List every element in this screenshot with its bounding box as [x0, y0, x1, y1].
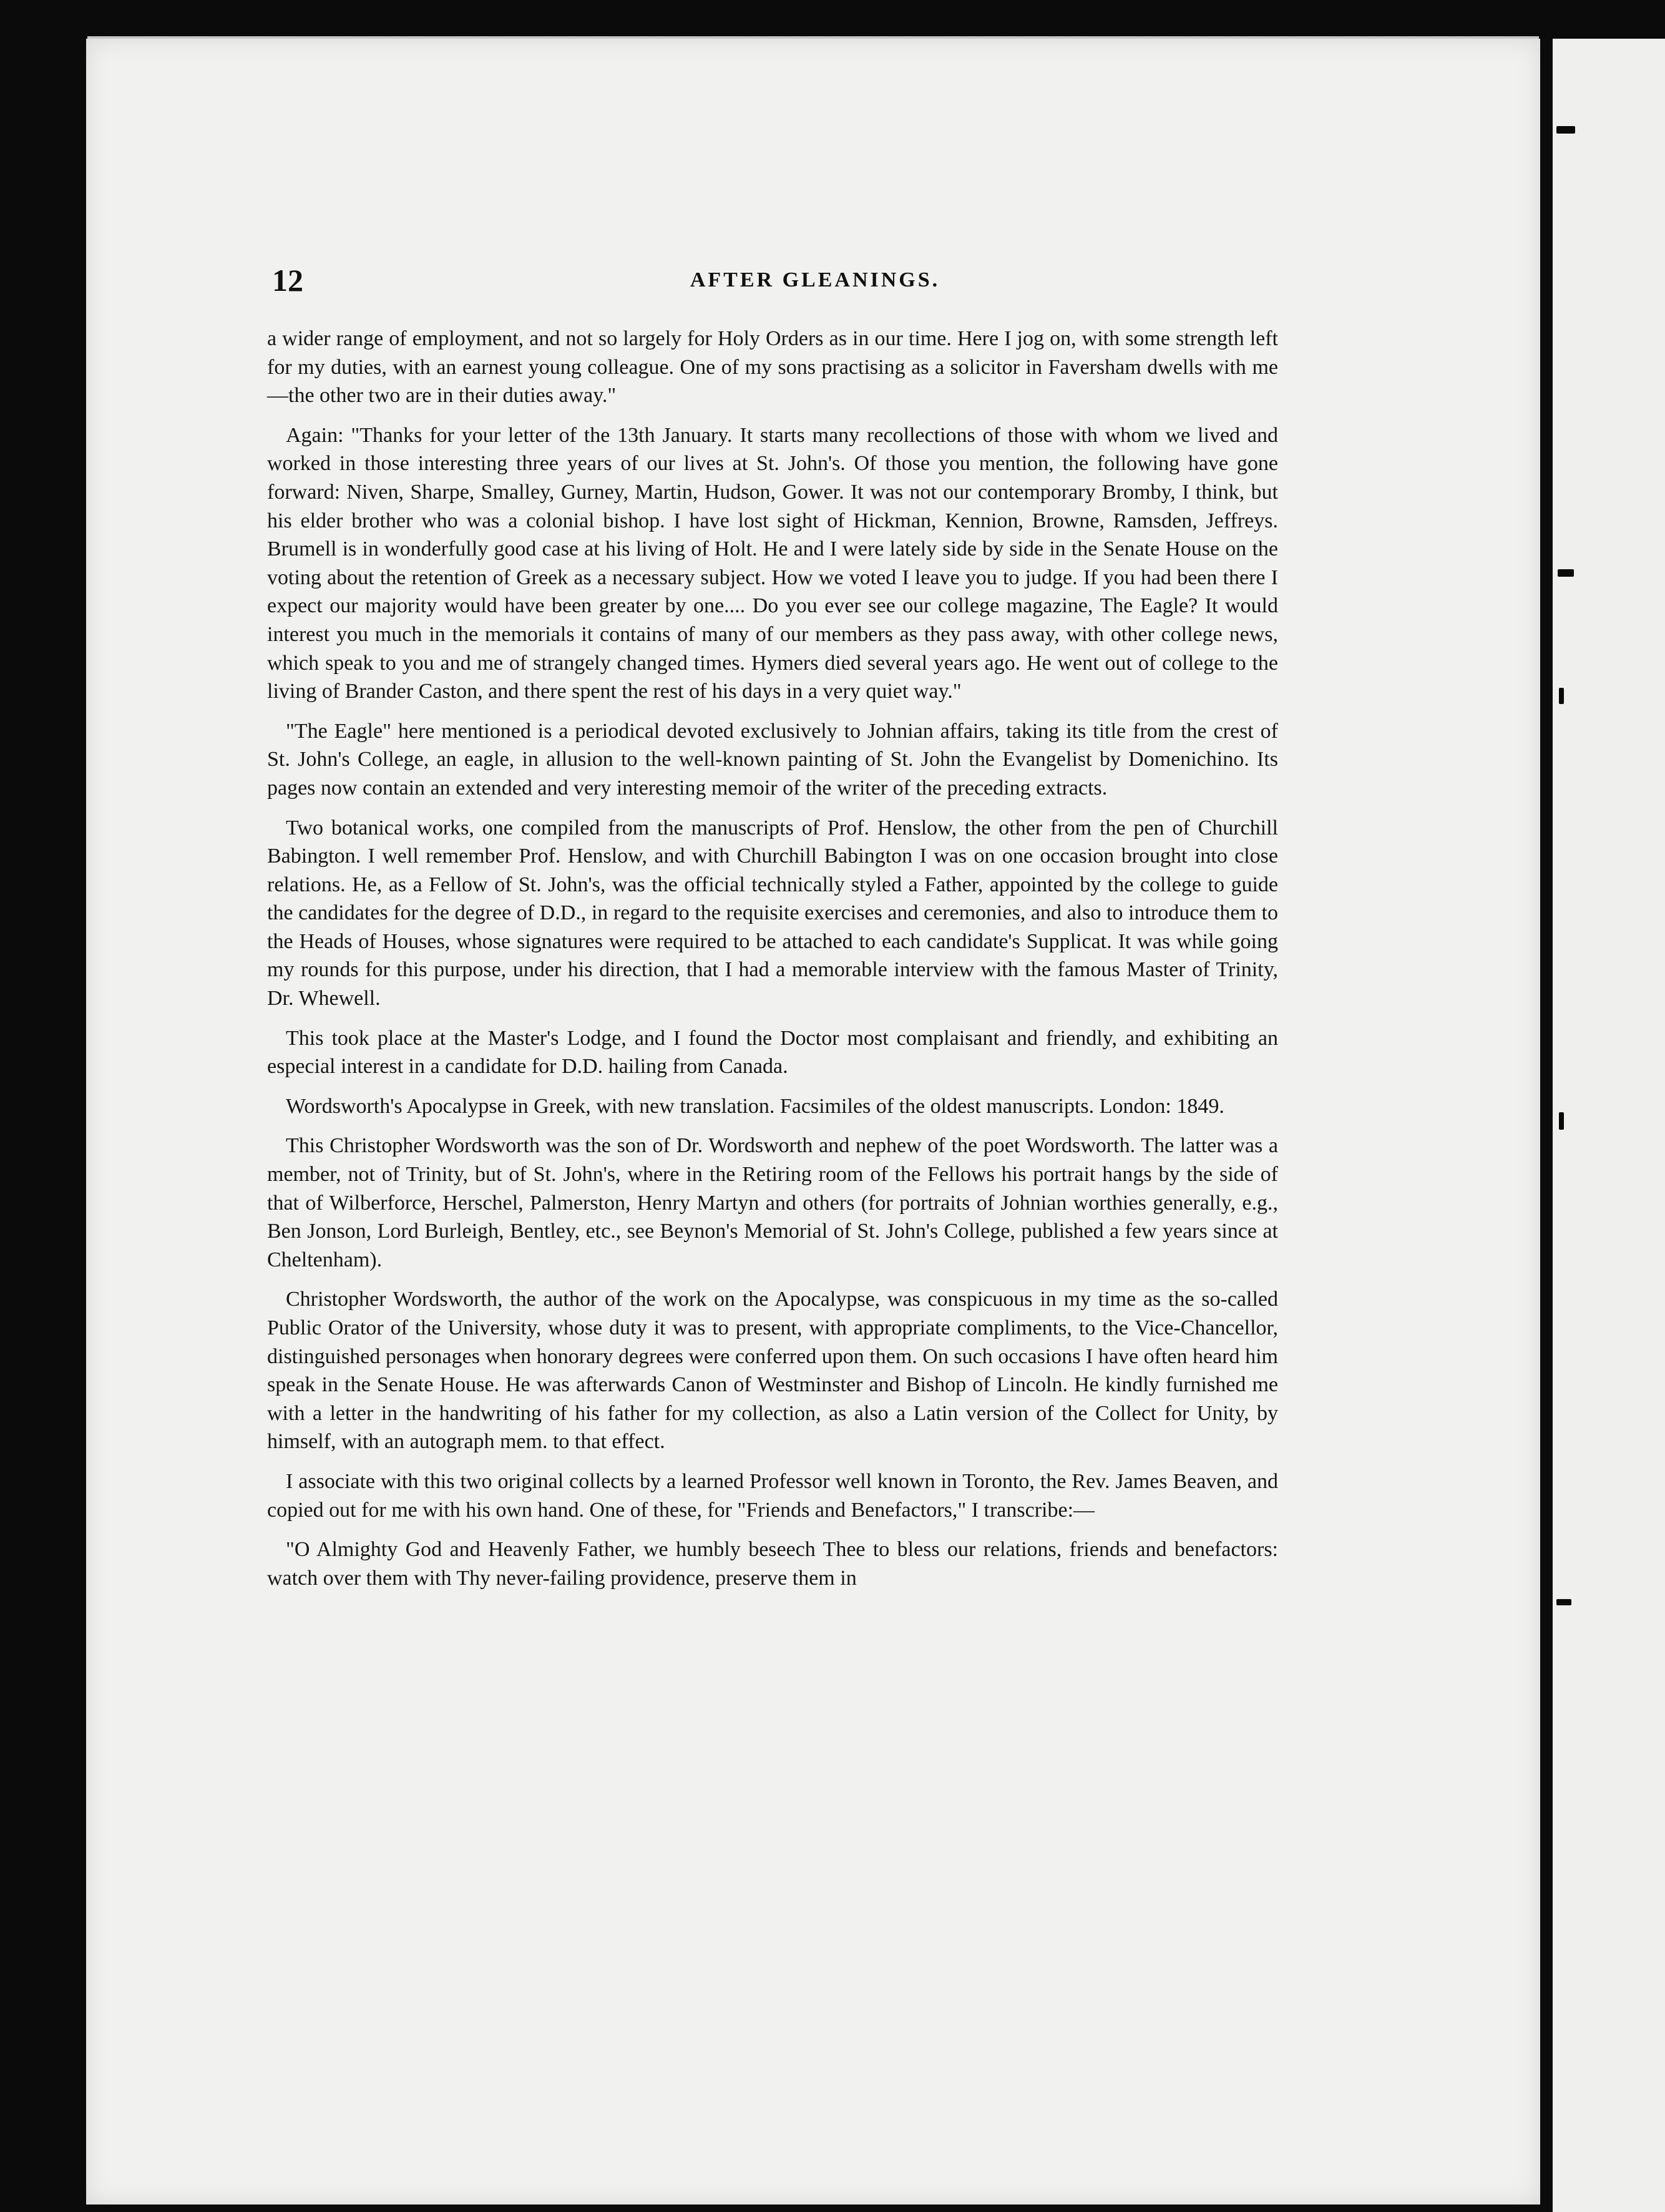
paragraph: Wordsworth's Apocalypse in Greek, with new translation. Facsimiles of the oldest manuscripts. London: 1849. [286, 1094, 1224, 1118]
paragraph: Again: "Thanks for your letter of the 13th January. It starts many recollections of those with whom we lived and worked in those interesting three years of our lives at St. John's. Of those you mention, the following have gone forward: Niven, Sharpe, Smalley, Gurney, Martin, Hudson, Gower. It was not our contemporary Bromby, I think, but his elder brother who was a colonial bishop. I have lost sight of Hickman, Kennion, Browne, Ramsden, Jeffreys. Brumell is in wonderfully good case at his living of Holt. He and I were lately side by side in the Senate House on the voting about the retention of Greek as a necessary subject. How we voted I leave you to judge. If you had been there I expect our majority would have been greater by one.... Do you ever see our college magazine, The Eagle? It would interest you much in the memorials it contains of many of our members as they pass away, with other college news, which speak to you and me of strangely changed times. Hymers died several years ago. He went out of college to the living of Brander Caston, and there spent the rest of his days in a very quiet way." [267, 423, 1278, 703]
adjacent-page-edge [1553, 39, 1665, 2212]
paragraph: a wider range of employment, and not so largely for Holy Orders as in our time. Here I jog on, with some strength left for my duties, with an earnest young colleague. One of my sons practising as a solicitor in Faversham dwells with me—the other two are in their duties away." [267, 327, 1278, 408]
paragraph: This Christopher Wordsworth was the son of Dr. Wordsworth and nephew of the poet Wordsworth. The latter was a member, not of Trinity, but of St. John's, where in the Retiring room of the Fellows his portrait hangs by the side of that of Wilberforce, Herschel, Palmerston, Henry Martyn and others (for portraits of Johnian worthies generally, e.g., Ben Jonson, Lord Burleigh, Bentley, etc., see Beynon's Memorial of St. John's College, published a few years since at Cheltenham). [267, 1134, 1278, 1271]
paragraph: "O Almighty God and Heavenly Father, we humbly beseech Thee to bless our relations, friends and benefactors: watch over them with Thy never-failing providence, preserve them in [267, 1538, 1278, 1590]
page-number: 12 [272, 263, 303, 298]
binding-mark [1559, 688, 1564, 704]
binding-mark [1556, 1599, 1571, 1605]
paragraph: Christopher Wordsworth, the author of the work on the Apocalypse, was conspicuous in my time as the so-called Public Orator of the University, whose duty it was to present, with appropriate compliments, to the Vice-Chancellor, distinguished personages when honorary degrees were conferred upon them. On such occasions I have often heard him speak in the Senate House. He was afterwards Canon of Westminster and Bishop of Lincoln. He kindly furnished me with a letter in the handwriting of his father for my collection, as also a Latin version of the Collect for Unity, by himself, with an autograph mem. to that effect. [267, 1288, 1278, 1454]
paragraph: I associate with this two original collects by a learned Professor well known in Toronto, the Rev. James Beaven, and copied out for me with his own hand. One of these, for "Friends and Benefactors," I transcribe:— [267, 1469, 1278, 1522]
paragraph: Two botanical works, one compiled from the manuscripts of Prof. Henslow, the other from the pen of Churchill Babington. I well remember Prof. Henslow, and with Churchill Babington I was on one occasion brought into close relations. He, as a Fellow of St. John's, was the official technically styled a Father, appointed by the college to guide the candidates for the degree of D.D., in regard to the requisite exercises and ceremonies, and also to introduce them to the Heads of Houses, whose signatures were required to be attached to each candidate's Supplicat. It was while going my rounds for this purpose, under his direction, that I had a memorable interview with the famous Master of Trinity, Dr. Whewell. [267, 816, 1278, 1011]
running-head [272, 262, 1283, 300]
running-title: AFTER GLEANINGS. [690, 268, 940, 291]
binding-mark [1556, 126, 1575, 134]
binding-mark [1559, 1112, 1564, 1130]
body-text [267, 325, 1278, 1603]
paragraph: "The Eagle" here mentioned is a periodical devoted exclusively to Johnian affairs, taking its title from the crest of St. John's College, an eagle, in allusion to the well-known painting of St. John the Evangelist by Domenichino. Its pages now contain an extended and very interesting memoir of the writer of the preceding extracts. [267, 719, 1278, 800]
paragraph: This took place at the Master's Lodge, and I found the Doctor most complaisant and friendly, and exhibiting an especial interest in a candidate for D.D. hailing from Canada. [267, 1026, 1278, 1079]
binding-mark [1558, 569, 1574, 577]
